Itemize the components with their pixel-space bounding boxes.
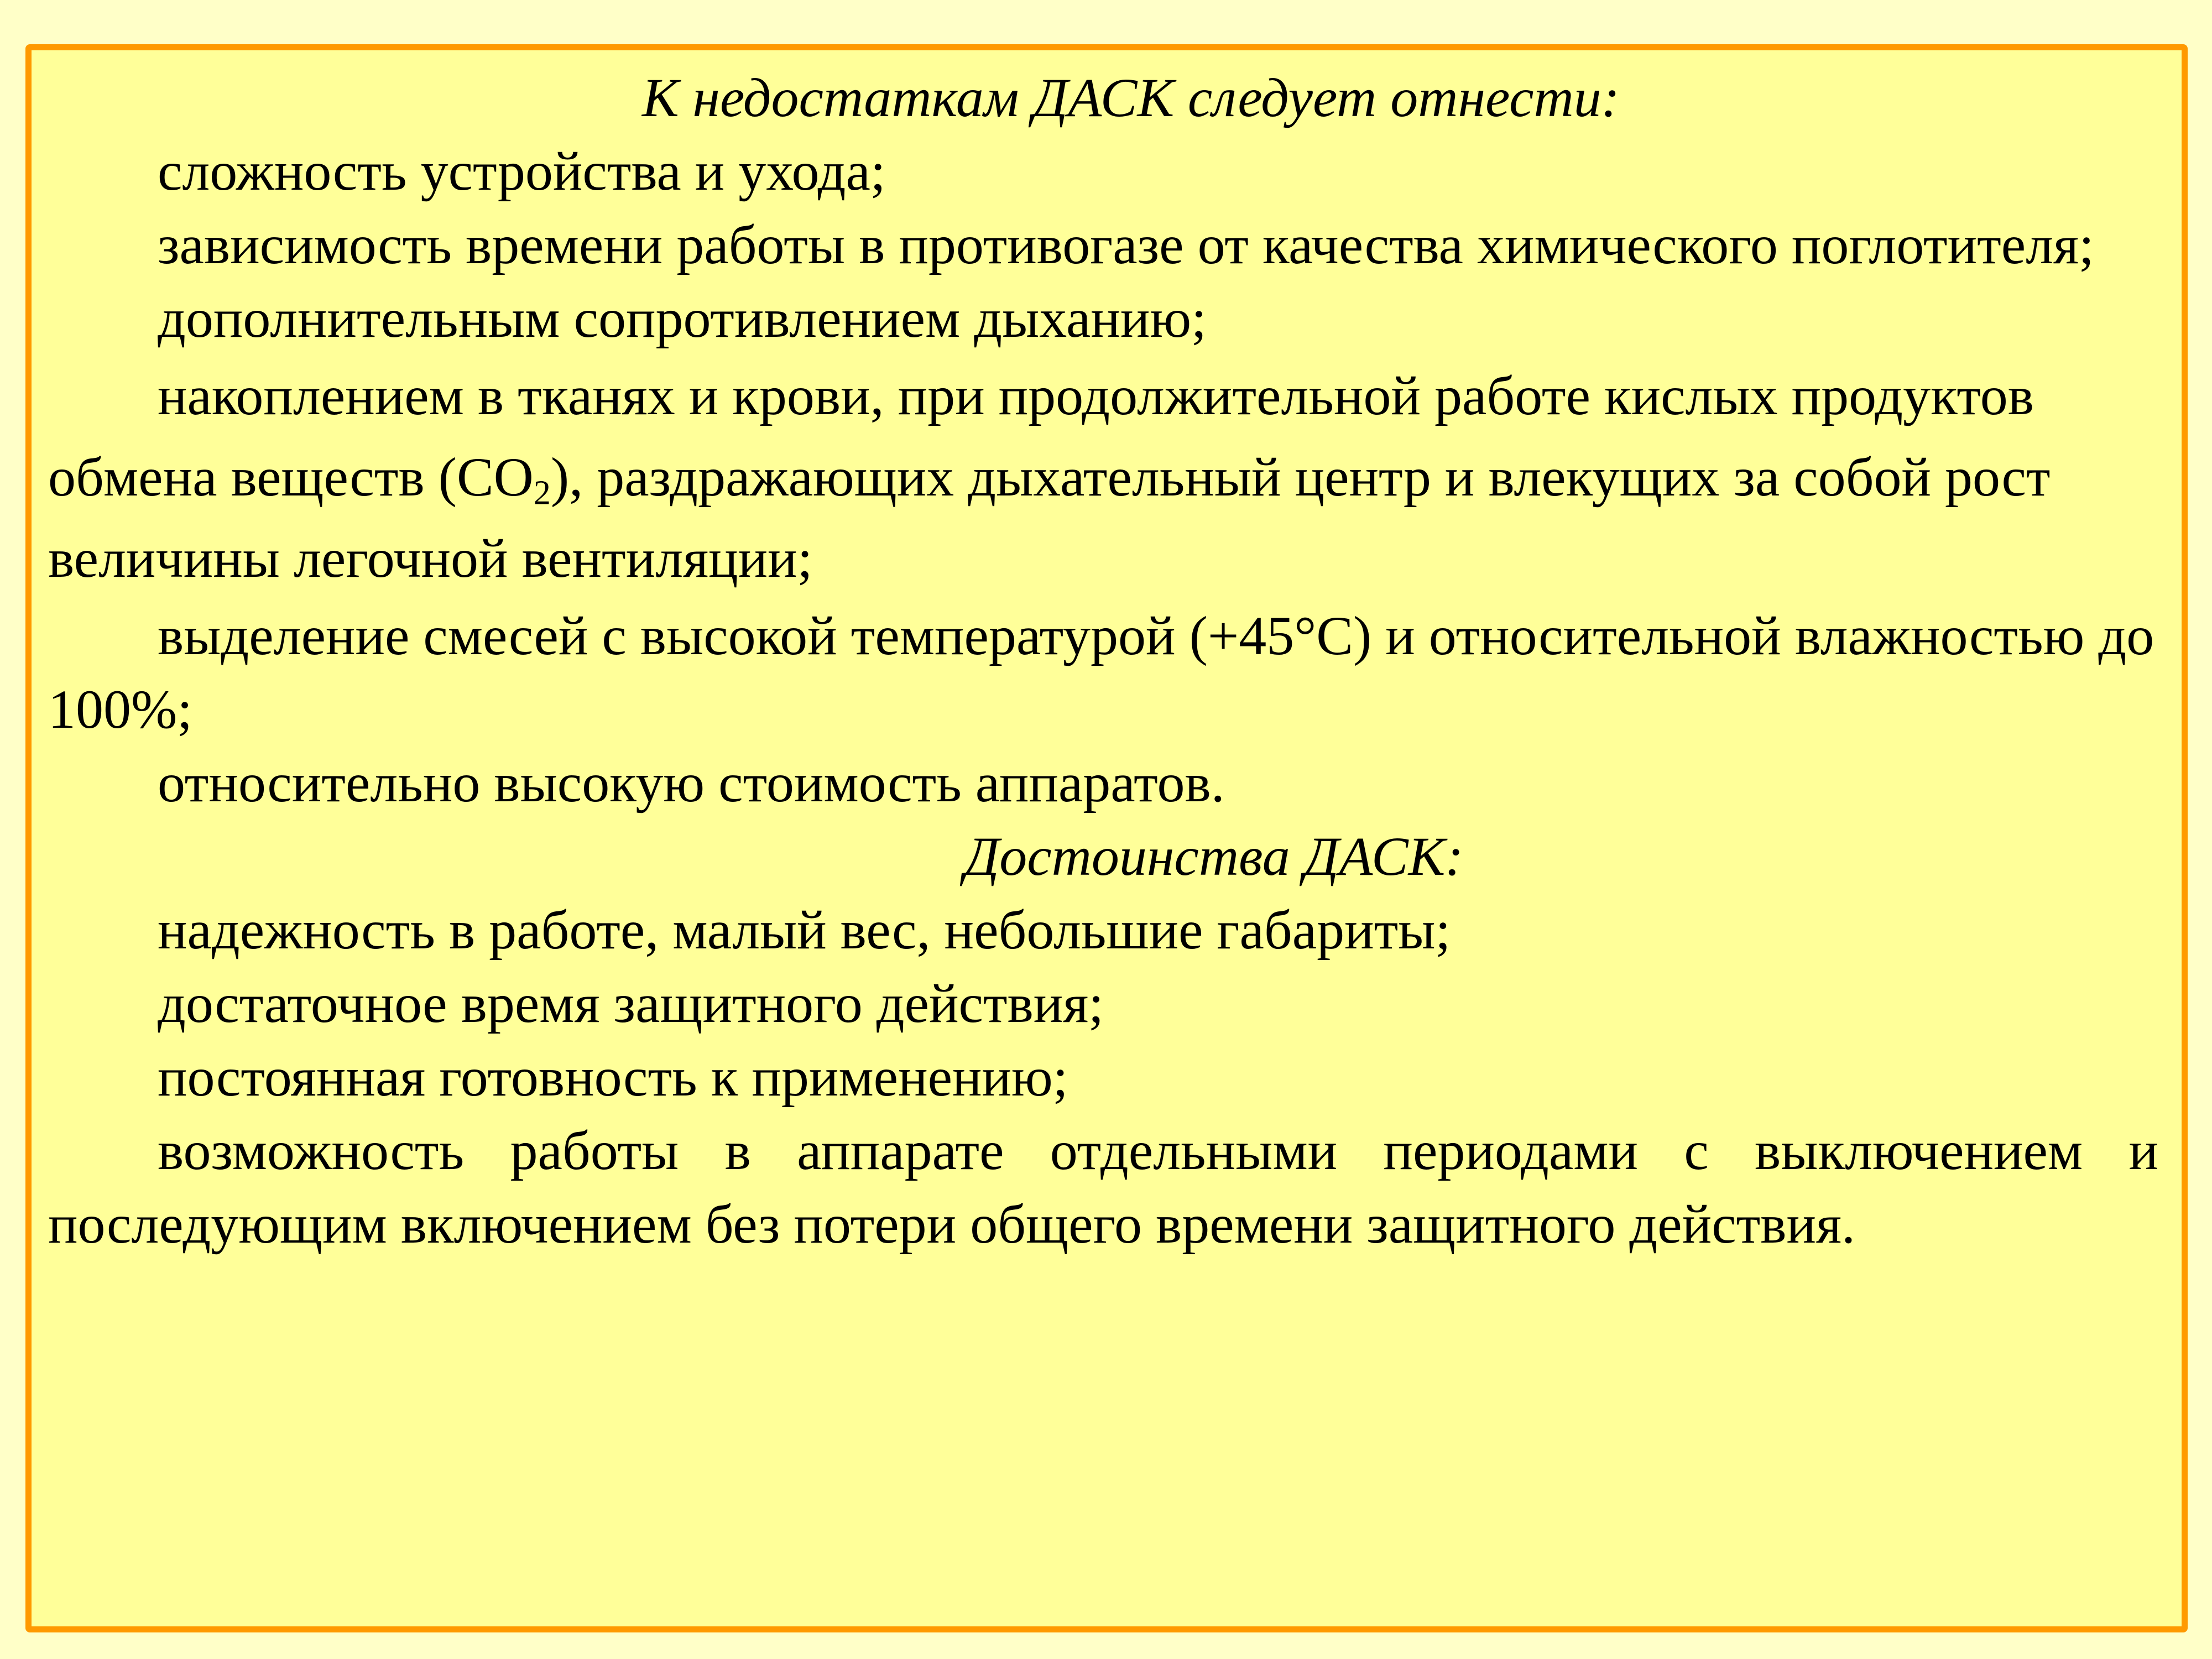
co2-subscript: 2 (533, 474, 551, 512)
document-body (48, 61, 2158, 1261)
disadvantage-item: зависимость времени работы в противогазе от качества химического поглотителя; (158, 214, 2094, 275)
disadvantage-item: дополнительным сопротивлением дыханию; (158, 288, 1207, 349)
disadvantage-item: выделение смесей с высокой температурой (+45°С) и относительной влажностью до 100%; (48, 605, 2154, 740)
disadvantages-heading: К недостаткам ДАСК следует отнести: (641, 67, 1620, 128)
disadvantage-item: относительно высокую стоимость аппаратов. (158, 752, 1225, 813)
co2-text-after: ), раздражающих дыхательный центр и влекущих за собой рост величины легочной вентиляции; (48, 446, 2051, 589)
co2-text-before: накоплением в тканях и крови, при продолжительной работе кислых продуктов обмена веществ (CO (48, 365, 2034, 508)
advantage-item: надежность в работе, малый вес, небольшие габариты; (158, 899, 1451, 961)
advantage-item: постоянная готовность к применению; (158, 1046, 1068, 1108)
advantage-item: достаточное время защитного действия; (158, 973, 1104, 1034)
advantages-heading: Достоинства ДАСК: (964, 826, 1464, 887)
disadvantage-item: сложность устройства и ухода; (158, 140, 886, 202)
disadvantage-item (48, 355, 2158, 599)
advantage-item: возможность работы в аппарате отдельными периодами с выключением и последующим включением без потери общего времени защитного действия. (48, 1120, 2158, 1255)
